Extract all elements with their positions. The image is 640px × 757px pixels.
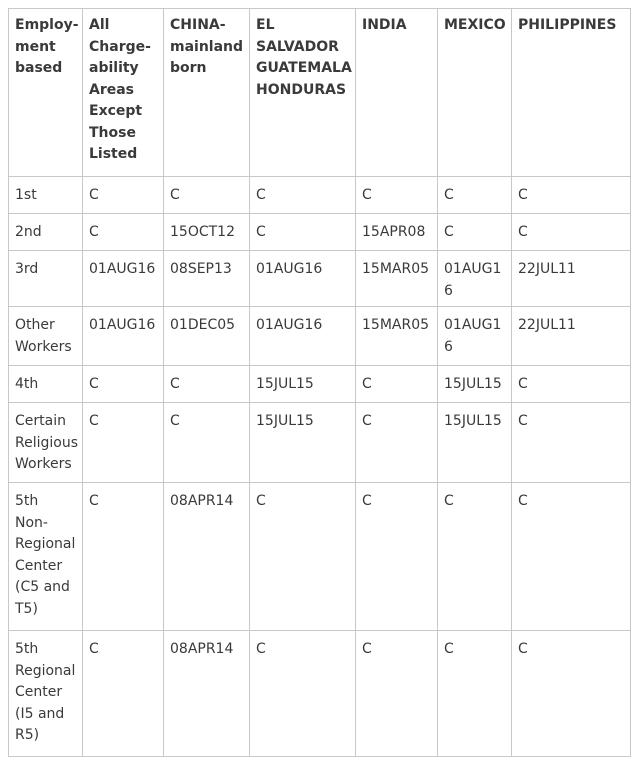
cell-india: 15MAR05 [356, 307, 438, 366]
cell-mexico: 15JUL15 [438, 403, 512, 483]
cell-philippines: C [512, 631, 631, 757]
cell-china: 15OCT12 [164, 214, 250, 251]
cell-philippines: C [512, 403, 631, 483]
row-category: 5th Non- Regional Center (C5 and T5) [9, 483, 83, 631]
header-row [9, 9, 631, 177]
cell-india: C [356, 366, 438, 403]
row-category: 2nd [9, 214, 83, 251]
cell-all-chargeability: C [83, 214, 164, 251]
cell-mexico: C [438, 631, 512, 757]
cell-el-salvador: C [250, 631, 356, 757]
cell-mexico: 01AUG16 [438, 307, 512, 366]
header-el-salvador: EL SALVADOR GUATEMALA HONDURAS [250, 9, 356, 177]
cell-all-chargeability: C [83, 177, 164, 214]
visa-bulletin-table [8, 8, 631, 757]
cell-mexico: 01AUG16 [438, 251, 512, 307]
cell-el-salvador: 15JUL15 [250, 366, 356, 403]
table-row [9, 214, 631, 251]
header-china: CHINA- mainland born [164, 9, 250, 177]
header-philippines: PHILIPPINES [512, 9, 631, 177]
cell-philippines: C [512, 366, 631, 403]
cell-china: 08APR14 [164, 631, 250, 757]
row-category: Certain Religious Workers [9, 403, 83, 483]
row-category: 5th Regional Center (I5 and R5) [9, 631, 83, 757]
cell-el-salvador: 01AUG16 [250, 251, 356, 307]
cell-india: C [356, 483, 438, 631]
cell-philippines: C [512, 214, 631, 251]
cell-philippines: C [512, 483, 631, 631]
table-row [9, 631, 631, 757]
cell-india: C [356, 631, 438, 757]
cell-el-salvador: C [250, 177, 356, 214]
cell-mexico: 15JUL15 [438, 366, 512, 403]
cell-china: C [164, 177, 250, 214]
table-row [9, 403, 631, 483]
header-all-chargeability: All Charge- ability Areas Except Those Listed [83, 9, 164, 177]
header-mexico: MEXICO [438, 9, 512, 177]
cell-india: C [356, 403, 438, 483]
cell-china: 08APR14 [164, 483, 250, 631]
cell-china: C [164, 366, 250, 403]
table-row [9, 251, 631, 307]
cell-all-chargeability: C [83, 631, 164, 757]
cell-all-chargeability: C [83, 403, 164, 483]
cell-all-chargeability: C [83, 483, 164, 631]
cell-india: C [356, 177, 438, 214]
cell-mexico: C [438, 214, 512, 251]
cell-china: 08SEP13 [164, 251, 250, 307]
cell-all-chargeability: C [83, 366, 164, 403]
cell-china: C [164, 403, 250, 483]
row-category: 3rd [9, 251, 83, 307]
cell-mexico: C [438, 483, 512, 631]
row-category: 4th [9, 366, 83, 403]
cell-el-salvador: 15JUL15 [250, 403, 356, 483]
cell-india: 15MAR05 [356, 251, 438, 307]
table-row [9, 307, 631, 366]
cell-el-salvador: 01AUG16 [250, 307, 356, 366]
cell-mexico: C [438, 177, 512, 214]
cell-philippines: 22JUL11 [512, 251, 631, 307]
cell-all-chargeability: 01AUG16 [83, 251, 164, 307]
table-row [9, 483, 631, 631]
table-row [9, 366, 631, 403]
header-employment-based: Employ- ment based [9, 9, 83, 177]
cell-china: 01DEC05 [164, 307, 250, 366]
header-india: INDIA [356, 9, 438, 177]
cell-philippines: C [512, 177, 631, 214]
cell-el-salvador: C [250, 483, 356, 631]
cell-philippines: 22JUL11 [512, 307, 631, 366]
cell-el-salvador: C [250, 214, 356, 251]
row-category: 1st [9, 177, 83, 214]
cell-all-chargeability: 01AUG16 [83, 307, 164, 366]
cell-india: 15APR08 [356, 214, 438, 251]
table-row [9, 177, 631, 214]
row-category: Other Workers [9, 307, 83, 366]
